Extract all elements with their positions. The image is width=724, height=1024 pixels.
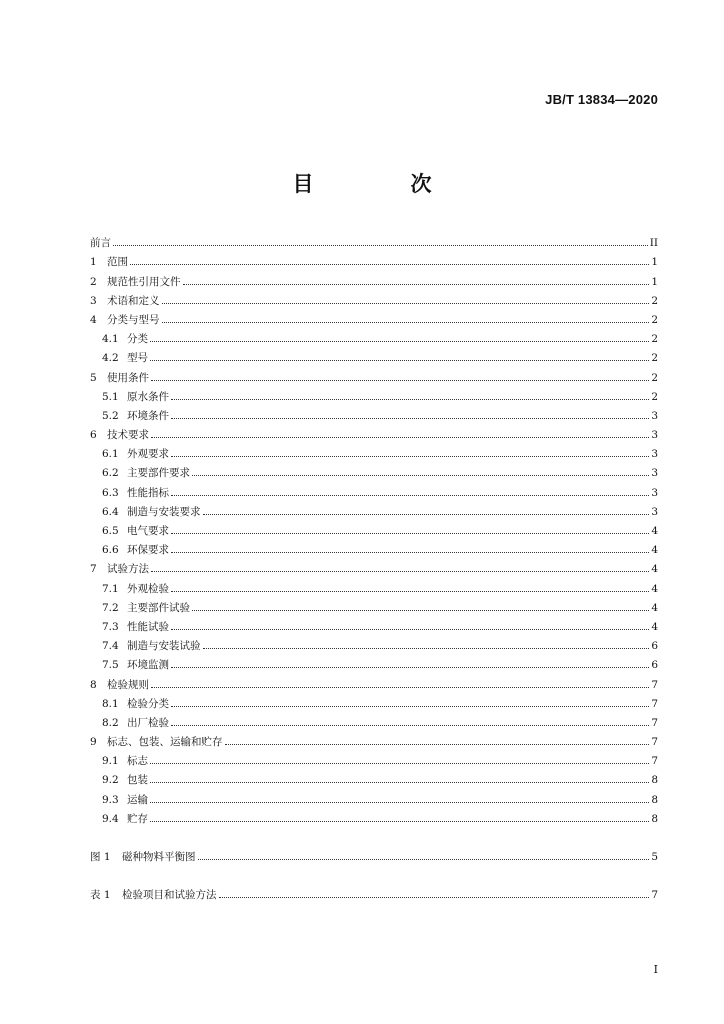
dot-leader	[162, 321, 650, 323]
toc-entry-number: 4	[90, 313, 97, 326]
dot-leader	[150, 359, 649, 361]
page-number: I	[653, 963, 658, 976]
toc-entry[interactable]	[90, 748, 658, 767]
toc-entry[interactable]	[90, 671, 658, 690]
toc-entry-number: 6.4	[102, 505, 119, 518]
toc-entry[interactable]	[90, 767, 658, 786]
toc-entry-number: 9.3	[102, 793, 119, 806]
toc-entry-number: 7.3	[102, 620, 119, 633]
toc-entry-number: 8.2	[102, 716, 119, 729]
toc-entry-number: 6.3	[102, 486, 119, 499]
toc-entry-page: 2	[651, 313, 658, 326]
toc-entry[interactable]	[90, 249, 658, 268]
toc-entry-page: 3	[651, 409, 658, 422]
toc-entry-number: 7.2	[102, 601, 119, 614]
section-gap	[90, 825, 658, 844]
toc-entry[interactable]	[90, 307, 658, 326]
toc-entry-page: 8	[651, 774, 658, 787]
toc-entry-number: 图 1	[90, 851, 111, 863]
toc-entry[interactable]	[90, 422, 658, 441]
dot-leader	[151, 436, 649, 438]
dot-leader	[171, 398, 649, 400]
toc-entry-number: 4.1	[102, 333, 119, 346]
toc-entry-page: 5	[651, 851, 658, 863]
table-of-contents	[90, 230, 658, 901]
toc-entry-number: 8.1	[102, 697, 119, 710]
toc-entry-number: 3	[90, 294, 97, 307]
dot-leader	[183, 283, 650, 285]
toc-entry[interactable]	[90, 614, 658, 633]
toc-entry[interactable]	[90, 595, 658, 614]
toc-entry-page: 4	[651, 525, 658, 537]
toc-entry[interactable]	[90, 518, 658, 537]
dot-leader	[171, 628, 649, 630]
dot-leader	[171, 417, 649, 419]
dot-leader	[219, 896, 650, 898]
toc-entry[interactable]	[90, 575, 658, 594]
toc-entry-label: 原水条件	[127, 390, 169, 403]
dot-leader	[192, 474, 649, 476]
toc-entry-label: 环境条件	[127, 409, 169, 422]
toc-entry-number: 7.1	[102, 582, 119, 595]
toc-entry-page: 6	[651, 659, 658, 672]
toc-entry-label: 范围	[107, 256, 128, 269]
toc-entry-page: 2	[651, 294, 658, 307]
dot-leader	[113, 244, 648, 246]
dot-leader	[171, 551, 649, 553]
toc-entry-number: 6.5	[102, 525, 119, 537]
toc-entry-page: 7	[651, 697, 658, 710]
standard-code: JB/T 13834—2020	[545, 92, 658, 107]
toc-entry-label: 包装	[127, 774, 148, 787]
dot-leader	[130, 263, 649, 265]
dot-leader	[151, 686, 649, 688]
toc-entry-label: 标志、包装、运输和贮存	[107, 736, 223, 749]
toc-entry-label: 标志	[127, 755, 148, 768]
dot-leader	[203, 647, 650, 649]
toc-entry-number: 4.2	[102, 352, 119, 365]
dot-leader	[198, 858, 650, 860]
dot-leader	[171, 666, 649, 668]
toc-entry[interactable]	[90, 441, 658, 460]
dot-leader	[150, 820, 649, 822]
toc-entry-page: 2	[651, 371, 658, 384]
toc-entry[interactable]	[90, 691, 658, 710]
dot-leader	[171, 494, 649, 496]
toc-entry-number: 5.1	[102, 390, 119, 403]
toc-entry-page: 7	[651, 755, 658, 768]
toc-entry-number: 7.5	[102, 659, 119, 672]
toc-entry-page: 4	[651, 563, 658, 576]
toc-entry-label: 性能试验	[127, 620, 169, 633]
toc-entry[interactable]	[90, 230, 658, 249]
toc-entry-number: 9	[90, 736, 97, 749]
toc-entry-number: 6.2	[102, 467, 119, 480]
toc-entry[interactable]	[90, 326, 658, 345]
toc-entry-number: 7.4	[102, 640, 119, 653]
toc-entry-number: 6.1	[102, 448, 119, 461]
toc-entry[interactable]	[90, 556, 658, 575]
dot-leader	[225, 743, 650, 745]
toc-entry-label: 规范性引用文件	[107, 275, 181, 288]
toc-entry-label: 分类	[127, 333, 148, 346]
dot-leader	[192, 609, 649, 611]
toc-entry-number: 9.2	[102, 774, 119, 787]
toc-entry-number: 9.1	[102, 755, 119, 768]
dot-leader	[150, 762, 649, 764]
toc-entry-page: II	[649, 237, 658, 250]
toc-entry-page: 7	[651, 716, 658, 729]
toc-entry-page: 6	[651, 640, 658, 653]
toc-entry[interactable]	[90, 652, 658, 671]
toc-entry[interactable]	[90, 268, 658, 287]
toc-entry-page: 1	[651, 275, 658, 288]
dot-leader	[151, 379, 649, 381]
toc-entry[interactable]	[90, 806, 658, 825]
dot-leader	[171, 590, 649, 592]
dot-leader	[150, 801, 649, 803]
toc-entry-label: 环境监测	[127, 659, 169, 672]
toc-entry-label: 检验项目和试验方法	[122, 889, 217, 902]
toc-entry[interactable]	[90, 537, 658, 556]
toc-entry[interactable]	[90, 882, 658, 901]
toc-entry[interactable]	[90, 844, 658, 863]
dot-leader	[171, 455, 649, 457]
toc-entry[interactable]	[90, 384, 658, 403]
toc-entry-label: 试验方法	[107, 563, 149, 576]
toc-entry[interactable]	[90, 460, 658, 479]
toc-entry-number: 6.6	[102, 544, 119, 557]
toc-entry-label: 贮存	[127, 812, 148, 825]
dot-leader	[162, 302, 650, 304]
toc-entry-label: 出厂检验	[127, 716, 169, 729]
toc-entry-page: 4	[651, 582, 658, 595]
toc-entry-number: 2	[90, 275, 97, 288]
dot-leader	[150, 781, 649, 783]
dot-leader	[171, 532, 649, 534]
dot-leader	[171, 705, 649, 707]
toc-entry-page: 7	[651, 736, 658, 749]
toc-entry[interactable]	[90, 633, 658, 652]
toc-entry-label: 制造与安装试验	[127, 640, 201, 653]
dot-leader	[150, 340, 649, 342]
toc-entry-page: 3	[651, 486, 658, 499]
toc-entry-page: 8	[651, 812, 658, 825]
toc-entry-label: 环保要求	[127, 544, 169, 557]
toc-entry-page: 4	[651, 544, 658, 557]
toc-entry-label: 检验分类	[127, 697, 169, 710]
toc-entry[interactable]	[90, 786, 658, 805]
toc-entry-number: 表 1	[90, 889, 111, 902]
toc-entry-label: 分类与型号	[107, 313, 160, 326]
toc-entry-label: 检验规则	[107, 678, 149, 691]
toc-entry-page: 4	[651, 601, 658, 614]
toc-entry-page: 7	[651, 889, 658, 902]
toc-entry-label: 磁种物料平衡图	[122, 851, 196, 863]
dot-leader	[151, 570, 649, 572]
toc-entry[interactable]	[90, 710, 658, 729]
toc-entry-label: 型号	[127, 352, 148, 365]
toc-entry-page: 1	[651, 256, 658, 269]
toc-entry-label: 制造与安装要求	[127, 505, 201, 518]
toc-entry[interactable]	[90, 403, 658, 422]
toc-entry-label: 运输	[127, 793, 148, 806]
toc-entry-page: 3	[651, 467, 658, 480]
toc-entry-label: 外观要求	[127, 448, 169, 461]
toc-entry[interactable]	[90, 364, 658, 383]
dot-leader	[171, 724, 649, 726]
page-title: 目 次	[292, 172, 470, 196]
toc-entry-number: 5	[90, 371, 97, 384]
toc-entry-number: 5.2	[102, 409, 119, 422]
toc-entry-page: 3	[651, 429, 658, 442]
toc-entry-page: 3	[651, 505, 658, 518]
toc-entry-page: 2	[651, 352, 658, 365]
toc-entry-number: 1	[90, 256, 97, 269]
toc-entry-label: 主要部件试验	[127, 601, 190, 614]
toc-entry-page: 3	[651, 448, 658, 461]
toc-entry-page: 2	[651, 390, 658, 403]
toc-entry-label: 使用条件	[107, 371, 149, 384]
toc-entry-number: 9.4	[102, 812, 119, 825]
toc-entry-label: 术语和定义	[107, 294, 160, 307]
toc-entry-label: 主要部件要求	[127, 467, 190, 480]
toc-entry-label: 前言	[90, 237, 111, 250]
toc-entry-page: 8	[651, 793, 658, 806]
toc-entry-number: 8	[90, 678, 97, 691]
section-gap	[90, 863, 658, 882]
toc-entry-label: 技术要求	[107, 429, 149, 442]
toc-entry[interactable]	[90, 288, 658, 307]
toc-entry[interactable]	[90, 479, 658, 498]
toc-entry-label: 外观检验	[127, 582, 169, 595]
toc-entry-label: 性能指标	[127, 486, 169, 499]
toc-entry-number: 6	[90, 429, 97, 442]
toc-entry-page: 7	[651, 678, 658, 691]
toc-entry-page: 4	[651, 620, 658, 633]
toc-entry[interactable]	[90, 345, 658, 364]
toc-entry-number: 7	[90, 563, 97, 576]
toc-entry-page: 2	[651, 333, 658, 346]
toc-entry[interactable]	[90, 499, 658, 518]
toc-entry-label: 电气要求	[127, 525, 169, 537]
toc-entry[interactable]	[90, 729, 658, 748]
dot-leader	[203, 513, 650, 515]
